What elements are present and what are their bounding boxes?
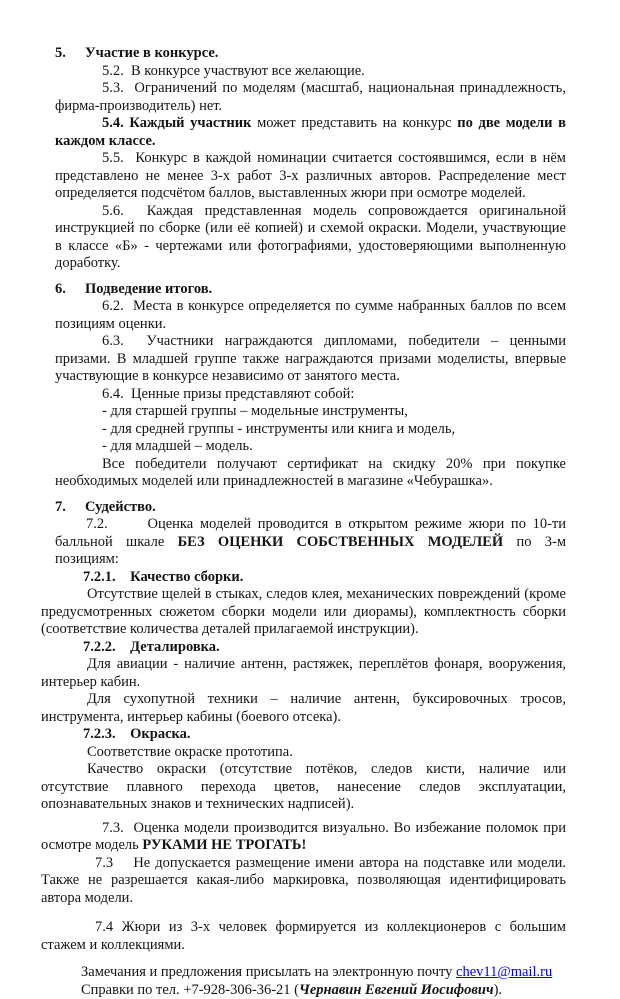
paragraph bbox=[55, 298, 566, 333]
list-item bbox=[102, 438, 566, 456]
paragraph bbox=[41, 761, 566, 814]
paragraph bbox=[55, 386, 566, 404]
text-run: Для авиации - наличие антенн, растяжек, переплётов фонаря, вооружения, интерьер кабин. bbox=[41, 656, 566, 690]
text-run: 5.6. Каждая представленная модель сопровождается оригинальной инструкцией по сборке (или её копией) и схемой окраски. Модели, участвующие в классе «Б» - чертежами или фотографиями, удостоверяющими выполненную доработку. bbox=[55, 203, 566, 272]
subsection-heading bbox=[41, 569, 566, 587]
text-run: 7.4 Жюри из 3-х человек формируется из коллекционеров с большим стажем и коллекциями. bbox=[41, 919, 566, 953]
text-run: по две модели в каждом классе. bbox=[55, 115, 566, 149]
paragraph bbox=[55, 456, 566, 491]
paragraph bbox=[41, 656, 566, 691]
paragraph bbox=[55, 333, 566, 386]
text-run: 7.2.3. Окраска. bbox=[83, 726, 191, 742]
paragraph bbox=[55, 80, 566, 115]
text-run: - для старшей группы – модельные инструменты, bbox=[102, 403, 408, 419]
text-run: 7.2. Оценка моделей проводится в открытом режиме жюри по 10-ти балльной шкале bbox=[55, 516, 566, 550]
section-number: 5. bbox=[55, 45, 85, 63]
text-run: 6.2. Места в конкурсе определяется по сумме набранных баллов по всем позициям оценки. bbox=[55, 298, 566, 332]
text-run: 5.3. Ограничений по моделям (масштаб, национальная принадлежность, фирма-производитель) нет. bbox=[55, 80, 566, 114]
paragraph bbox=[55, 115, 566, 150]
section-5-heading bbox=[55, 45, 566, 63]
subsection-heading bbox=[41, 639, 566, 657]
text-run: 6.3. Участники награждаются дипломами, победители – ценными призами. В младшей группе также награждаются призами моделисты, впервые участвующие в конкурсе независимо от занятого места. bbox=[55, 333, 566, 384]
paragraph bbox=[55, 150, 566, 203]
list-item bbox=[102, 421, 566, 439]
text-run: РУКАМИ НЕ ТРОГАТЬ! bbox=[142, 837, 306, 853]
text-run: по 3-м позициям: bbox=[55, 534, 566, 568]
text-run: Отсутствие щелей в стыках, следов клея, механических повреждений (кроме предусмотренных сюжетом сборки модели или диорамы), комплектность сборки (соответствие количества деталей прилагаемой инструкции). bbox=[41, 586, 566, 637]
paragraph bbox=[41, 744, 566, 762]
email-link[interactable]: chev11@mail.ru bbox=[456, 964, 552, 980]
paragraph bbox=[55, 516, 566, 569]
text-run: - для младшей – модель. bbox=[102, 438, 253, 454]
text-run: Замечания и предложения присылать на электронную почту bbox=[81, 964, 456, 980]
section-6-heading bbox=[55, 281, 566, 299]
text-run: БЕЗ ОЦЕНКИ СОБСТВЕННЫХ МОДЕЛЕЙ bbox=[178, 534, 504, 550]
text-run: Для сухопутной техники – наличие антенн, буксировочных тросов, инструмента, интерьер кабины (боевого отсека). bbox=[41, 691, 566, 725]
text-run: Все победители получают сертификат на скидку 20% при покупке необходимых моделей или принадлежностей в магазине «Чебурашка». bbox=[55, 456, 566, 490]
list-item bbox=[102, 403, 566, 421]
paragraph bbox=[41, 586, 566, 639]
paragraph bbox=[41, 855, 566, 908]
section-number: 7. bbox=[55, 499, 85, 517]
text-run: 6.4. Ценные призы представляют собой: bbox=[102, 386, 354, 402]
text-run: 7.3. Оценка модели производится визуально. Во избежание поломок при осмотре модель bbox=[41, 820, 566, 854]
text-run: 5.5. Конкурс в каждой номинации считается состоявшимся, если в нём представлено не менее 3-х работ 3-х различных авторов. Распределение мест определяется подсчётом баллов, выставленных жюри при осмотре моделей. bbox=[55, 150, 566, 201]
text-run: 5.4. Каждый участник bbox=[102, 115, 251, 131]
text-run: 7.2.1. Качество сборки. bbox=[83, 569, 243, 585]
paragraph bbox=[55, 203, 566, 273]
section-number: 6. bbox=[55, 281, 85, 299]
paragraph bbox=[41, 919, 566, 954]
text-run: 5.2. В конкурсе участвуют все желающие. bbox=[102, 63, 365, 79]
paragraph bbox=[55, 63, 566, 81]
footer-line bbox=[81, 982, 566, 999]
text-run: Соответствие окраске прототипа. bbox=[87, 744, 293, 760]
text-run: - для средней группы - инструменты или книга и модель, bbox=[102, 421, 455, 437]
document-body bbox=[55, 45, 566, 999]
text-run: Чернавин Евгений Иосифович bbox=[299, 982, 494, 998]
text-run: Качество окраски (отсутствие потёков, следов кисти, наличие или отсутствие плавного перехода цветов, нанесение следов эксплуатации, опознавательных знаков и технических надписей). bbox=[41, 761, 566, 812]
section-7-heading bbox=[55, 499, 566, 517]
footer-line bbox=[81, 964, 566, 982]
text-run: ). bbox=[494, 982, 502, 998]
subsection-heading bbox=[41, 726, 566, 744]
section-title: Подведение итогов. bbox=[85, 281, 212, 299]
section-title: Судейство. bbox=[85, 499, 156, 517]
text-run: 7.2.2. Деталировка. bbox=[83, 639, 220, 655]
section-title: Участие в конкурсе. bbox=[85, 45, 218, 63]
paragraph bbox=[41, 820, 566, 855]
text-run: 7.3 Не допускается размещение имени автора на подставке или модели. Также не разрешается какая-либо маркировка, позволяющая идентифицировать автора модели. bbox=[41, 855, 566, 906]
text-run: Справки по тел. +7-928-306-36-21 ( bbox=[81, 982, 299, 998]
paragraph bbox=[41, 691, 566, 726]
text-run: может представить на конкурс bbox=[251, 115, 457, 131]
